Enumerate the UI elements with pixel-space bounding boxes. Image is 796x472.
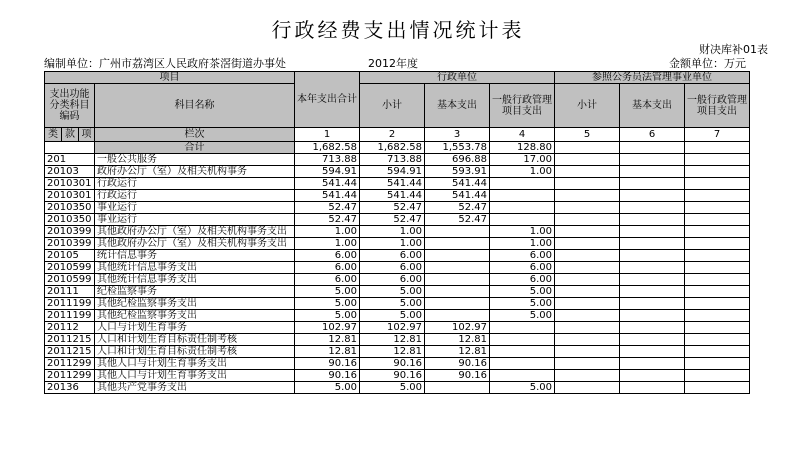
row-value — [685, 214, 750, 226]
row-value: 90.16 — [425, 358, 490, 370]
row-value — [425, 310, 490, 322]
row-name: 行政运行 — [95, 178, 295, 190]
row-value: 12.81 — [295, 346, 360, 358]
row-value — [685, 370, 750, 382]
table-row — [45, 166, 750, 178]
row-value — [620, 310, 685, 322]
row-name: 其他政府办公厅（室）及相关机构事务支出 — [95, 238, 295, 250]
col-no-5: 5 — [555, 128, 620, 142]
row-value: 5.00 — [360, 310, 425, 322]
row-value: 1.00 — [295, 238, 360, 250]
row-value: 90.16 — [295, 370, 360, 382]
row-code: 2011199 — [45, 310, 95, 322]
row-code: 2011299 — [45, 358, 95, 370]
row-code: 2010599 — [45, 274, 95, 286]
table-row — [45, 226, 750, 238]
header-xiang: 项 — [79, 128, 95, 142]
row-value: 541.44 — [425, 178, 490, 190]
row-value — [620, 334, 685, 346]
row-value — [425, 274, 490, 286]
row-value — [425, 382, 490, 394]
row-value: 52.47 — [360, 202, 425, 214]
row-value: 5.00 — [360, 382, 425, 394]
row-value — [620, 166, 685, 178]
row-value: 593.91 — [425, 166, 490, 178]
row-value — [620, 322, 685, 334]
row-value: 6.00 — [295, 274, 360, 286]
row-code: 20136 — [45, 382, 95, 394]
row-value: 6.00 — [490, 262, 555, 274]
total-value: 1,682.58 — [295, 142, 360, 154]
row-value: 5.00 — [490, 382, 555, 394]
row-value: 541.44 — [360, 178, 425, 190]
row-value — [555, 382, 620, 394]
header-name: 科目名称 — [95, 84, 295, 128]
total-label: 合计 — [95, 142, 295, 154]
row-value: 5.00 — [490, 298, 555, 310]
row-name: 行政运行 — [95, 190, 295, 202]
report-title: 行政经费支出情况统计表 — [271, 18, 525, 42]
row-code: 201 — [45, 154, 95, 166]
row-value: 1.00 — [490, 166, 555, 178]
table-row — [45, 250, 750, 262]
row-name: 其他统计信息事务支出 — [95, 262, 295, 274]
row-value: 52.47 — [360, 214, 425, 226]
row-value: 696.88 — [425, 154, 490, 166]
row-value — [555, 370, 620, 382]
row-value: 102.97 — [360, 322, 425, 334]
org-label: 编制单位：广州市荔湾区人民政府茶滘街道办事处 — [44, 57, 286, 70]
row-value — [685, 334, 750, 346]
row-value — [685, 202, 750, 214]
row-value — [555, 262, 620, 274]
row-value: 12.81 — [425, 346, 490, 358]
row-value — [685, 310, 750, 322]
table-row — [45, 154, 750, 166]
row-value: 6.00 — [490, 250, 555, 262]
row-value — [620, 298, 685, 310]
row-value — [620, 358, 685, 370]
row-value — [620, 190, 685, 202]
row-value: 541.44 — [425, 190, 490, 202]
header-lei: 类 — [45, 128, 62, 142]
table-row — [45, 358, 750, 370]
col-no-2: 2 — [360, 128, 425, 142]
row-value — [685, 322, 750, 334]
row-value — [555, 238, 620, 250]
row-name: 其他纪检监察事务支出 — [95, 310, 295, 322]
row-value: 1.00 — [490, 238, 555, 250]
report-year: 2012年度 — [368, 57, 418, 70]
row-value: 90.16 — [295, 358, 360, 370]
row-value — [425, 262, 490, 274]
row-code: 2011215 — [45, 334, 95, 346]
row-value — [555, 166, 620, 178]
row-value — [620, 370, 685, 382]
row-value — [685, 358, 750, 370]
row-value — [620, 178, 685, 190]
header-column-no: 栏次 — [95, 128, 295, 142]
total-value — [620, 142, 685, 154]
form-number: 财决库补01表 — [699, 43, 768, 56]
row-value: 5.00 — [295, 382, 360, 394]
row-value — [555, 322, 620, 334]
row-name: 统计信息事务 — [95, 250, 295, 262]
header-kuan: 款 — [62, 128, 79, 142]
row-value: 1.00 — [295, 226, 360, 238]
row-name: 人口和计划生育目标责任制考核 — [95, 334, 295, 346]
row-value: 5.00 — [360, 286, 425, 298]
table-row — [45, 382, 750, 394]
row-name: 人口与计划生育事务 — [95, 322, 295, 334]
row-code: 2010399 — [45, 238, 95, 250]
row-value — [425, 250, 490, 262]
row-value: 52.47 — [425, 214, 490, 226]
row-value: 52.47 — [295, 202, 360, 214]
row-value — [555, 334, 620, 346]
row-name: 一般公共服务 — [95, 154, 295, 166]
row-value: 713.88 — [360, 154, 425, 166]
total-value: 128.80 — [490, 142, 555, 154]
row-name: 事业运行 — [95, 202, 295, 214]
header-admin-group: 行政单位 — [360, 72, 555, 84]
row-value — [555, 274, 620, 286]
row-value: 102.97 — [295, 322, 360, 334]
row-value: 52.47 — [295, 214, 360, 226]
col-no-1: 1 — [295, 128, 360, 142]
header-admin-subtotal: 小计 — [360, 84, 425, 128]
row-value — [555, 298, 620, 310]
row-value: 1.00 — [360, 226, 425, 238]
row-value: 12.81 — [360, 346, 425, 358]
row-value — [555, 358, 620, 370]
row-value — [555, 202, 620, 214]
row-value — [685, 262, 750, 274]
row-value: 6.00 — [295, 250, 360, 262]
row-value — [685, 286, 750, 298]
col-no-4: 4 — [490, 128, 555, 142]
row-value — [620, 262, 685, 274]
row-value: 5.00 — [295, 286, 360, 298]
table-row — [45, 214, 750, 226]
row-code: 20105 — [45, 250, 95, 262]
row-value: 12.81 — [295, 334, 360, 346]
row-value — [620, 346, 685, 358]
row-value: 6.00 — [360, 274, 425, 286]
row-code: 2011299 — [45, 370, 95, 382]
row-value: 90.16 — [360, 370, 425, 382]
row-value: 12.81 — [425, 334, 490, 346]
table-row — [45, 370, 750, 382]
total-value — [555, 142, 620, 154]
row-value — [555, 310, 620, 322]
row-value — [555, 286, 620, 298]
row-value: 5.00 — [295, 298, 360, 310]
row-value — [685, 250, 750, 262]
header-civil-general: 一般行政管理项目支出 — [685, 84, 750, 128]
header-admin-basic: 基本支出 — [425, 84, 490, 128]
row-value: 90.16 — [360, 358, 425, 370]
row-code: 2010599 — [45, 262, 95, 274]
row-value — [685, 382, 750, 394]
row-name: 事业运行 — [95, 214, 295, 226]
row-name: 人口和计划生育目标责任制考核 — [95, 346, 295, 358]
col-no-3: 3 — [425, 128, 490, 142]
header-item: 项目 — [45, 72, 295, 84]
table-row — [45, 262, 750, 274]
row-name: 其他纪检监察事务支出 — [95, 298, 295, 310]
table-row — [45, 346, 750, 358]
row-value — [490, 190, 555, 202]
row-value — [685, 346, 750, 358]
row-code: 20112 — [45, 322, 95, 334]
row-value: 52.47 — [425, 202, 490, 214]
row-value — [555, 346, 620, 358]
row-value — [425, 238, 490, 250]
table-row — [45, 178, 750, 190]
row-value — [620, 202, 685, 214]
row-value: 5.00 — [490, 286, 555, 298]
table-row — [45, 238, 750, 250]
row-value — [620, 382, 685, 394]
row-code: 2011215 — [45, 346, 95, 358]
row-value — [425, 226, 490, 238]
row-value — [620, 154, 685, 166]
row-value: 541.44 — [295, 178, 360, 190]
row-name: 其他共产党事务支出 — [95, 382, 295, 394]
header-total: 本年支出合计 — [295, 72, 360, 128]
table-row — [45, 190, 750, 202]
row-value: 1.00 — [490, 226, 555, 238]
row-code: 2010399 — [45, 226, 95, 238]
row-value — [490, 358, 555, 370]
row-value — [490, 202, 555, 214]
header-civil-group: 参照公务员法管理事业单位 — [555, 72, 750, 84]
row-name: 其他政府办公厅（室）及相关机构事务支出 — [95, 226, 295, 238]
row-value — [685, 154, 750, 166]
header-code: 支出功能分类科目编码 — [45, 84, 95, 128]
row-value — [555, 154, 620, 166]
row-value: 5.00 — [360, 298, 425, 310]
row-value — [685, 226, 750, 238]
row-value: 5.00 — [295, 310, 360, 322]
row-code: 2011199 — [45, 298, 95, 310]
table-row — [45, 310, 750, 322]
row-value — [685, 298, 750, 310]
row-value — [620, 238, 685, 250]
row-value: 594.91 — [295, 166, 360, 178]
row-value — [620, 214, 685, 226]
row-value — [685, 238, 750, 250]
row-value — [620, 250, 685, 262]
row-value — [490, 214, 555, 226]
row-value — [425, 286, 490, 298]
table-row — [45, 334, 750, 346]
table-row — [45, 274, 750, 286]
row-value: 541.44 — [360, 190, 425, 202]
row-name: 其他人口与计划生育事务支出 — [95, 358, 295, 370]
row-name: 其他人口与计划生育事务支出 — [95, 370, 295, 382]
row-value: 90.16 — [425, 370, 490, 382]
row-value — [620, 226, 685, 238]
row-value — [490, 334, 555, 346]
row-value — [425, 298, 490, 310]
total-value: 1,682.58 — [360, 142, 425, 154]
table-row — [45, 286, 750, 298]
row-value — [490, 370, 555, 382]
expenditure-table — [44, 71, 750, 394]
total-row — [45, 142, 750, 154]
row-value — [490, 346, 555, 358]
row-value — [620, 274, 685, 286]
row-value: 5.00 — [490, 310, 555, 322]
header-admin-general: 一般行政管理项目支出 — [490, 84, 555, 128]
row-code: 20111 — [45, 286, 95, 298]
row-value — [555, 214, 620, 226]
row-value — [490, 178, 555, 190]
row-value — [555, 226, 620, 238]
row-value: 6.00 — [295, 262, 360, 274]
table-row — [45, 298, 750, 310]
col-no-6: 6 — [620, 128, 685, 142]
amount-unit: 金额单位：万元 — [669, 57, 746, 70]
row-value: 102.97 — [425, 322, 490, 334]
row-code: 2010301 — [45, 190, 95, 202]
col-no-7: 7 — [685, 128, 750, 142]
header-civil-basic: 基本支出 — [620, 84, 685, 128]
row-value — [685, 178, 750, 190]
row-value — [685, 190, 750, 202]
row-value — [685, 274, 750, 286]
row-value — [490, 322, 555, 334]
row-value: 12.81 — [360, 334, 425, 346]
row-value: 594.91 — [360, 166, 425, 178]
row-code: 20103 — [45, 166, 95, 178]
table-row — [45, 202, 750, 214]
row-value: 541.44 — [295, 190, 360, 202]
total-value — [685, 142, 750, 154]
row-code: 2010301 — [45, 178, 95, 190]
row-value: 6.00 — [360, 262, 425, 274]
row-value — [555, 250, 620, 262]
row-code: 2010350 — [45, 202, 95, 214]
total-value: 1,553.78 — [425, 142, 490, 154]
row-value: 1.00 — [360, 238, 425, 250]
row-value — [555, 178, 620, 190]
row-name: 政府办公厅（室）及相关机构事务 — [95, 166, 295, 178]
header-civil-subtotal: 小计 — [555, 84, 620, 128]
row-value: 17.00 — [490, 154, 555, 166]
row-value: 713.88 — [295, 154, 360, 166]
row-value — [620, 286, 685, 298]
row-value: 6.00 — [360, 250, 425, 262]
row-value: 6.00 — [490, 274, 555, 286]
row-code: 2010350 — [45, 214, 95, 226]
row-name: 纪检监察事务 — [95, 286, 295, 298]
row-name: 其他统计信息事务支出 — [95, 274, 295, 286]
row-value — [685, 166, 750, 178]
row-value — [555, 190, 620, 202]
table-row — [45, 322, 750, 334]
